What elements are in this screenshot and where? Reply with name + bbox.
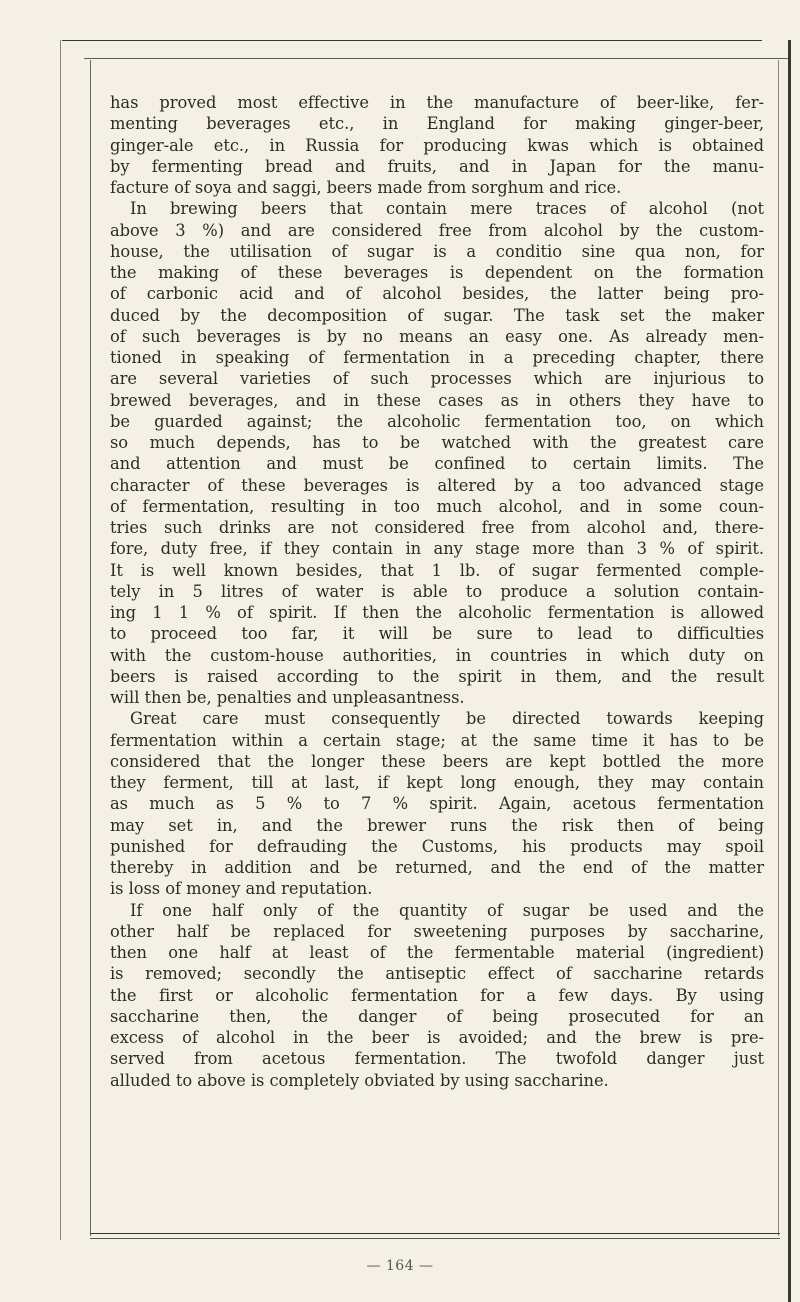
- text-line: of carbonic acid and of alcohol besides, the latter being pro-: [110, 284, 764, 304]
- text-line: of fermentation, resulting in too much alcohol, and in some coun-: [110, 496, 764, 516]
- text-line: with the custom-house authorities, in countries in which duty on: [110, 645, 764, 665]
- text-line: and attention and must be confined to certain limits. The: [110, 454, 764, 474]
- text-line: facture of soya and saggi, beers made from sorghum and rice.: [110, 178, 622, 197]
- text-line: beers is raised according to the spirit in them, and the result: [110, 666, 764, 686]
- text-line: If one half only of the quantity of sugar be used and the: [130, 900, 764, 920]
- text-line: excess of alcohol in the beer is avoided; and the brew is pre-: [110, 1028, 764, 1047]
- text-line: may set in, and the brewer runs the risk then of being: [110, 815, 764, 835]
- text-line: fermentation within a certain stage; at the same time it has to be: [110, 730, 764, 750]
- left-outer-rule: [60, 40, 61, 1240]
- text-line: be guarded against; the alcoholic fermentation too, on which: [110, 411, 764, 431]
- text-line: as much as 5 % to 7 % spirit. Again, acetous fermentation: [110, 794, 764, 814]
- text-line: In brewing beers that contain mere traces of alcohol (not: [130, 199, 764, 219]
- text-line: of such beverages is by no means an easy one. As already men-: [110, 326, 764, 346]
- left-inner-rule: [90, 60, 91, 1236]
- page-number: — 164 —: [366, 1258, 434, 1274]
- bottom-inner-rule: [90, 1233, 780, 1234]
- text-line: house, the utilisation of sugar is a conditio sine qua non, for: [110, 241, 764, 261]
- text-line: alluded to above is completely obviated by using saccharine.: [110, 1070, 609, 1090]
- text-line: are several varieties of such processes which are injurious to: [110, 369, 764, 389]
- text-line: the first or alcoholic fermentation for a few days. By using: [110, 985, 764, 1005]
- text-line: tioned in speaking of fermentation in a preceding chapter, there: [110, 348, 764, 367]
- text-line: character of these beverages is altered by a too advanced stage: [110, 475, 764, 495]
- text-line: ginger-ale etc., in Russia for producing kwas which is obtained: [110, 135, 764, 155]
- text-line: to proceed too far, it will be sure to lead to difficulties: [110, 624, 764, 644]
- right-inner-rule: [778, 60, 779, 1236]
- text-line: by fermenting bread and fruits, and in Japan for the manu-: [110, 156, 764, 176]
- text-line: has proved most effective in the manufacture of beer-like, fer-: [110, 93, 764, 112]
- text-line: considered that the longer these beers are kept bottled the more: [110, 751, 764, 771]
- text-line: brewed beverages, and in these cases as in others they have to: [110, 390, 764, 410]
- text-line: tely in 5 litres of water is able to produce a solution contain-: [110, 581, 764, 601]
- top-inner-rule: [84, 58, 788, 59]
- bottom-border-rule: [90, 1238, 780, 1239]
- text-line: fore, duty free, if they contain in any stage more than 3 % of spirit.: [110, 539, 764, 559]
- text-line: above 3 %) and are considered free from alcohol by the custom-: [110, 220, 764, 240]
- text-line: thereby in addition and be returned, and the end of the matter: [110, 858, 764, 877]
- text-line: punished for defrauding the Customs, his products may spoil: [110, 836, 764, 856]
- right-outer-rule: [788, 40, 791, 1302]
- text-line: they ferment, till at last, if kept long enough, they may contain: [110, 773, 764, 792]
- text-line: menting beverages etc., in England for making ginger-beer,: [110, 114, 764, 134]
- text-line: served from acetous fermentation. The twofold danger just: [110, 1049, 764, 1069]
- top-border-rule: [62, 40, 762, 41]
- text-line: is removed; secondly the antiseptic effect of saccharine retards: [110, 964, 764, 984]
- text-line: tries such drinks are not considered free from alcohol and, there-: [110, 518, 764, 537]
- text-line: so much depends, has to be watched with the greatest care: [110, 433, 764, 452]
- text-line: duced by the decomposition of sugar. The task set the maker: [110, 305, 764, 325]
- text-line: It is well known besides, that 1 lb. of sugar fermented comple-: [110, 560, 764, 580]
- text-line: saccharine then, the danger of being prosecuted for an: [110, 1006, 764, 1026]
- text-line: Great care must consequently be directed towards keeping: [130, 709, 764, 729]
- text-line: the making of these beverages is dependent on the formation: [110, 263, 764, 282]
- text-line: other half be replaced for sweetening purposes by saccharine,: [110, 921, 764, 941]
- text-line: is loss of money and reputation.: [110, 879, 373, 899]
- text-line: then one half at least of the fermentable material (ingredient): [110, 943, 764, 962]
- text-line: ing 1 1 % of spirit. If then the alcoholic fermentation is allowed: [110, 603, 764, 622]
- text-line: will then be, penalties and unpleasantness.: [110, 688, 465, 707]
- body-text: [110, 92, 764, 1091]
